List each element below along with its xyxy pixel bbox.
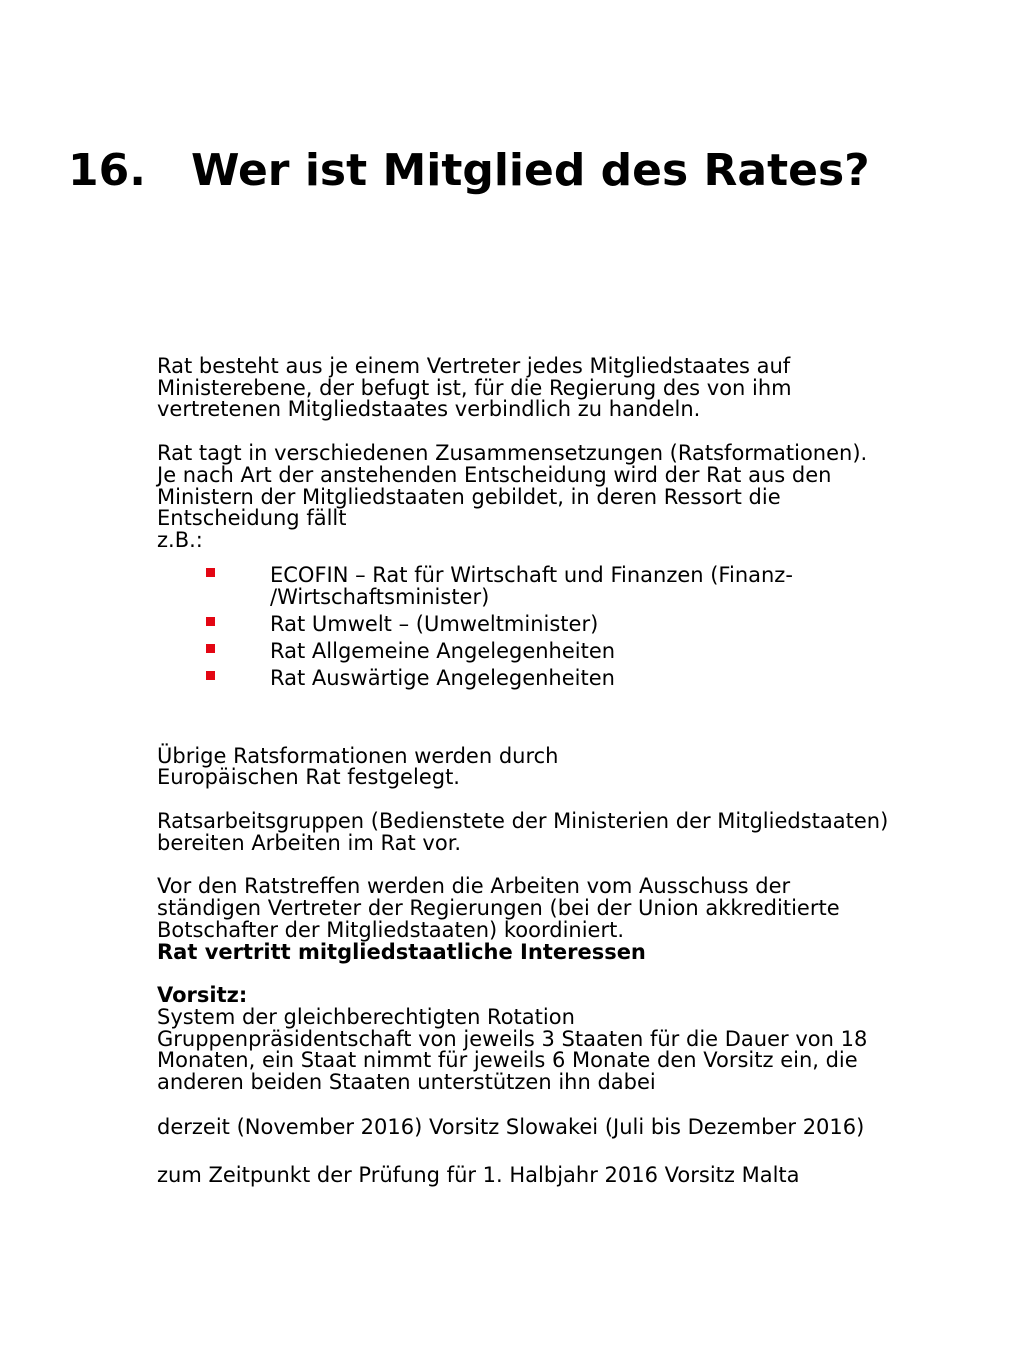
text-line: zum Zeitpunkt der Prüfung für 1. Halbjahr 2016 Vorsitz Malta [157,1163,800,1188]
list-item [157,613,987,635]
formations-list [157,564,987,689]
paragraph-composition [157,356,987,421]
text-line: Rat tagt in verschiedenen Zusammensetzungen (Ratsformationen). [157,441,868,466]
text-line: Ministerebene, der befugt ist, für die Regierung des von ihm [157,375,792,400]
text-line: Vor den Ratstreffen werden die Arbeiten vom Ausschuss der [157,874,791,899]
paragraph-current-presidency [157,1114,987,1139]
list-item-text: ECOFIN – Rat für Wirtschaft und Finanzen (Finanz- [270,562,793,587]
spacer [157,963,987,985]
text-line: System der gleichberechtigten Rotation [157,1004,575,1029]
list-item [157,640,987,662]
text-line: derzeit (November 2016) Vorsitz Slowakei (Juli bis Dezember 2016) [157,1114,865,1139]
title-number: 16. [68,145,146,196]
spacer [157,689,987,746]
text-line: Ministern der Mitgliedstaaten gebildet, in deren Ressort die [157,484,781,509]
text-line: Rat besteht aus je einem Vertreter jedes Mitgliedstaates auf [157,354,791,378]
page-title [68,142,870,200]
paragraph-coreper [157,876,987,963]
text-line: anderen beiden Staaten unterstützen ihn dabei [157,1070,656,1095]
text-line: z.B.: [157,527,203,552]
section-heading: Vorsitz: [157,983,248,1008]
spacer [157,854,987,876]
square-bullet-icon [206,644,215,653]
content-body [157,356,987,1187]
text-line: Monaten, ein Staat nimmt für jeweils 6 Monate den Vorsitz ein, die [157,1048,858,1073]
list-item [157,667,987,689]
text-line: Europäischen Rat festgelegt. [157,765,460,790]
square-bullet-icon [206,671,215,680]
text-line: vertretenen Mitgliedstaates verbindlich zu handeln. [157,397,701,422]
list-item [157,564,987,608]
square-bullet-icon [206,617,215,626]
spacer [157,421,987,443]
list-item-text: Rat Allgemeine Angelegenheiten [270,638,616,663]
spacer [157,1094,987,1117]
text-line: Übrige Ratsformationen werden durch [157,743,559,768]
list-item-text: Rat Umwelt – (Umweltminister) [270,611,599,636]
text-line: Ratsarbeitsgruppen (Bedienstete der Ministerien der Mitgliedstaaten) [157,809,889,834]
text-line: bereiten Arbeiten im Rat vor. [157,830,462,855]
text-line: Entscheidung fällt [157,506,347,531]
text-line: Gruppenpräsidentschaft von jeweils 3 Staaten für die Dauer von 18 [157,1026,868,1051]
text-line: ständigen Vertreter der Regierungen (bei der Union akkreditierte [157,896,840,921]
paragraph-presidency [157,985,987,1094]
square-bullet-icon [206,568,215,577]
spacer [157,1138,987,1165]
text-line: Botschafter der Mitgliedstaaten) koordiniert. [157,917,625,942]
paragraph-formations [157,443,987,552]
list-item-text: /Wirtschaftsminister) [270,584,490,609]
list-item-text: Rat Auswärtige Angelegenheiten [270,665,615,690]
spacer [157,789,987,811]
paragraph-exam-presidency [157,1165,987,1187]
paragraph-other-formations [157,743,987,790]
title-text: Wer ist Mitglied des Rates? [191,145,870,196]
text-line: Je nach Art der anstehenden Entscheidung wird der Rat aus den [157,462,832,487]
emphasis-line: Rat vertritt mitgliedstaatliche Interessen [157,939,646,964]
paragraph-working-groups [157,811,987,854]
